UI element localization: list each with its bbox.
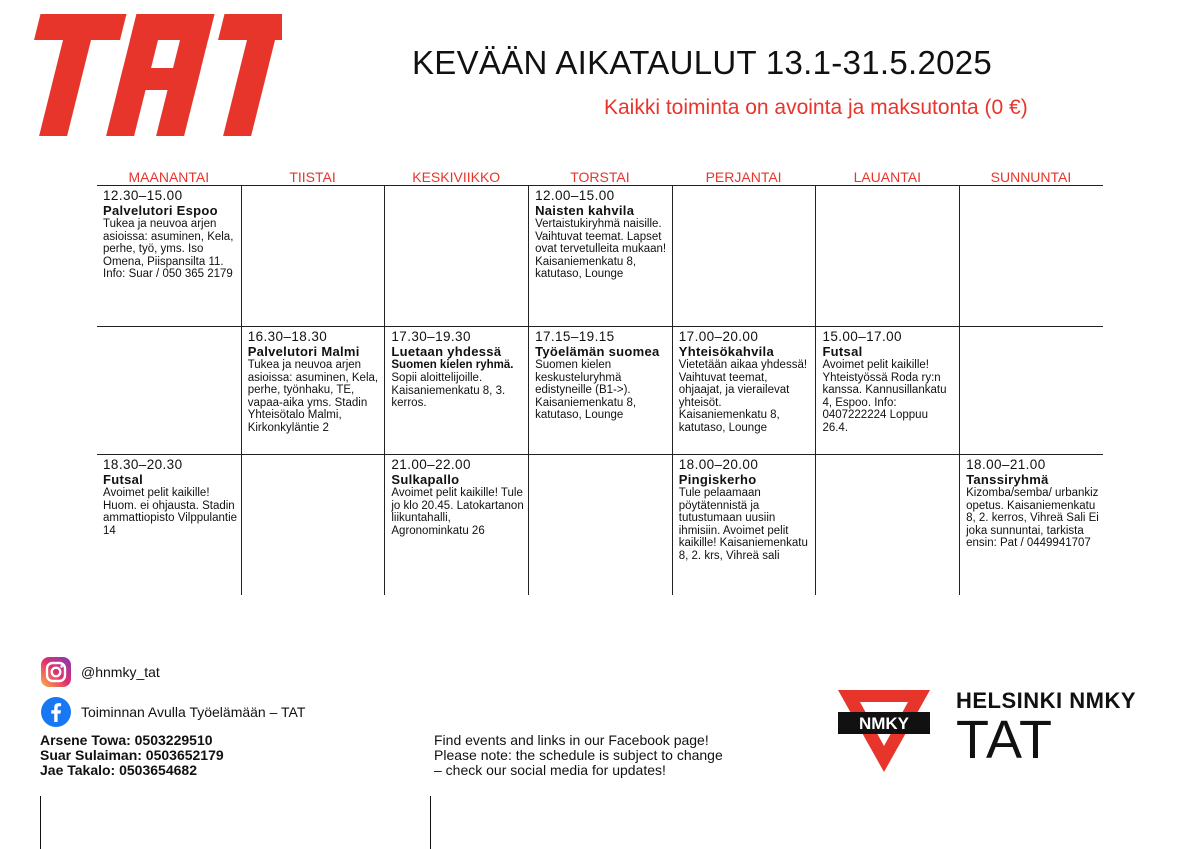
event-time: 18.30–20.30 [103, 457, 183, 472]
facebook-icon [40, 696, 72, 728]
event-title: Futsal [103, 472, 144, 487]
empty-cell [97, 327, 241, 454]
event-description: Vertaistukiryhmä naisille. Vaihtuvat teemat. Lapset ovat tervetulleita mukaan! Kaisaniemenkatu 8, katutaso, Lounge [535, 218, 667, 280]
event-time: 17.30–19.30 [391, 329, 471, 344]
instagram-handle: @hnmky_tat [81, 664, 160, 680]
day-header-tuesday: TIISTAI [289, 169, 336, 185]
event-time: 17.00–20.00 [678, 329, 759, 344]
instagram-link[interactable] [40, 656, 305, 688]
event-title: Luetaan yhdessä [391, 344, 502, 359]
brand-tat: TAT [956, 710, 1053, 770]
event-description: Suomen kielen keskusteluryhmä edistyneille (B1->). Kaisaniemenkatu 8, katutaso, Lounge [535, 359, 637, 421]
empty-cell [815, 455, 959, 595]
event-cell [672, 455, 816, 595]
day-header-saturday: LAUANTAI [853, 169, 921, 185]
event-cell [528, 186, 672, 326]
event-cell [384, 455, 528, 595]
event-cell [241, 327, 385, 454]
event-title: Sulkapallo [391, 472, 460, 487]
day-header-row [97, 170, 1103, 186]
schedule-row [97, 186, 1103, 327]
social-links [40, 656, 305, 736]
brand-block [956, 688, 1137, 770]
event-title: Futsal [822, 344, 863, 359]
event-cell [672, 327, 816, 454]
schedule-row [97, 455, 1103, 595]
event-description: Avoimet pelit kaikille! Huom. ei ohjausta. Stadin ammattiopisto Vilppulantie 14 [103, 487, 238, 537]
nmky-logo [836, 688, 932, 774]
empty-cell [672, 186, 816, 326]
event-time: 12.30–15.00 [103, 188, 183, 203]
day-header-wednesday: KESKIVIIKKO [412, 169, 501, 185]
event-time: 16.30–18.30 [247, 329, 328, 344]
facebook-link[interactable] [40, 696, 305, 728]
event-description: Kizomba/semba/ urbankiz opetus. Kaisaniemenkatu 8, 2. kerros, Vihreä Sali Ei joka sunnuntai, tarkista ensin: Pat / 0449941707 [966, 487, 1099, 549]
event-subtitle: Suomen kielen ryhmä. [391, 359, 514, 371]
event-cell [815, 327, 959, 454]
event-description: Sopii aloittelijoille. Kaisaniemenkatu 8, 3. kerros. [391, 372, 506, 409]
event-time: 21.00–22.00 [391, 457, 471, 472]
brand-org-name: HELSINKI NMKY [956, 688, 1137, 713]
day-header-sunday: SUNNUNTAI [990, 169, 1072, 185]
event-description: Avoimet pelit kaikille! Tule jo klo 20.45. Latokartanon liikuntahalli, Agronominkatu 26 [391, 487, 524, 537]
event-title: Yhteisökahvila [678, 344, 774, 359]
contact-list [40, 733, 224, 778]
page-title: KEVÄÄN AIKATAULUT 13.1-31.5.2025 [412, 44, 993, 81]
event-description: Avoimet pelit kaikille! Yhteistyössä Roda ry:n kanssa. Kannusillankatu 4, Espoo. Info: 0407222224 Loppuu 26.4. [822, 359, 947, 434]
event-description: Vietetään aikaa yhdessä! Vaihtuvat teemat, ohjaajat, ja vierailevat yhteisöt. Kaisaniemenkatu 8, katutaso, Lounge [678, 359, 808, 434]
instagram-icon [40, 656, 72, 688]
event-cell [528, 327, 672, 454]
empty-cell [241, 186, 385, 326]
note-line: Please note: the schedule is subject to change [434, 747, 723, 763]
event-cell [384, 327, 528, 454]
empty-cell [815, 186, 959, 326]
divider [430, 796, 431, 849]
divider [40, 796, 41, 849]
event-description: Tukea ja neuvoa arjen asioissa: asuminen, Kela, perhe, työ, yms. Iso Omena, Piispansilta 11. Info: Suar / 050 365 2179 [103, 218, 234, 280]
contact-item: Arsene Towa: 0503229510 [40, 732, 213, 748]
schedule-row [97, 327, 1103, 455]
event-title: Pingiskerho [678, 472, 757, 487]
schedule-table [97, 170, 1103, 595]
empty-cell [241, 455, 385, 595]
event-cell [959, 455, 1103, 595]
empty-cell [959, 327, 1103, 454]
event-title: Palvelutori Espoo [103, 203, 218, 218]
page-subtitle: Kaikki toiminta on avointa ja maksutonta (0 €) [604, 96, 1028, 119]
contact-item: Suar Sulaiman: 0503652179 [40, 747, 224, 763]
day-header-thursday: TORSTAI [570, 169, 630, 185]
tat-logo [12, 8, 282, 140]
day-header-friday: PERJANTAI [705, 169, 782, 185]
empty-cell [384, 186, 528, 326]
note-line: Find events and links in our Facebook page! [434, 732, 709, 748]
event-cell [97, 186, 241, 326]
event-title: Naisten kahvila [535, 203, 635, 218]
empty-cell [528, 455, 672, 595]
event-title: Työelämän suomea [535, 344, 660, 359]
event-time: 12.00–15.00 [535, 188, 615, 203]
facebook-page-name: Toiminnan Avulla Työelämään – TAT [81, 704, 306, 720]
schedule-note [434, 733, 723, 778]
event-cell [97, 455, 241, 595]
event-time: 15.00–17.00 [822, 329, 902, 344]
event-description: Tukea ja neuvoa arjen asioissa: asuminen, Kela, perhe, työnhaku, TE, vapaa-aika yms. Stadin Yhteisötalo Malmi, Kirkonkyläntie 2 [247, 359, 379, 434]
empty-cell [959, 186, 1103, 326]
day-header-monday: MAANANTAI [128, 169, 210, 185]
event-title: Tanssiryhmä [966, 472, 1049, 487]
note-line: – check our social media for updates! [434, 762, 666, 778]
event-time: 17.15–19.15 [535, 329, 615, 344]
event-description: Tule pelaamaan pöytätennistä ja tutustumaan uusiin ihmisiin. Avoimet pelit kaikille! Kaisaniemenkatu 8, 2. krs, Vihreä sali [678, 487, 808, 562]
event-time: 18.00–21.00 [966, 457, 1046, 472]
nmky-logo-text: NMKY [858, 714, 910, 733]
event-title: Palvelutori Malmi [247, 344, 360, 359]
event-time: 18.00–20.00 [678, 457, 759, 472]
contact-item: Jae Takalo: 0503654682 [40, 762, 197, 778]
